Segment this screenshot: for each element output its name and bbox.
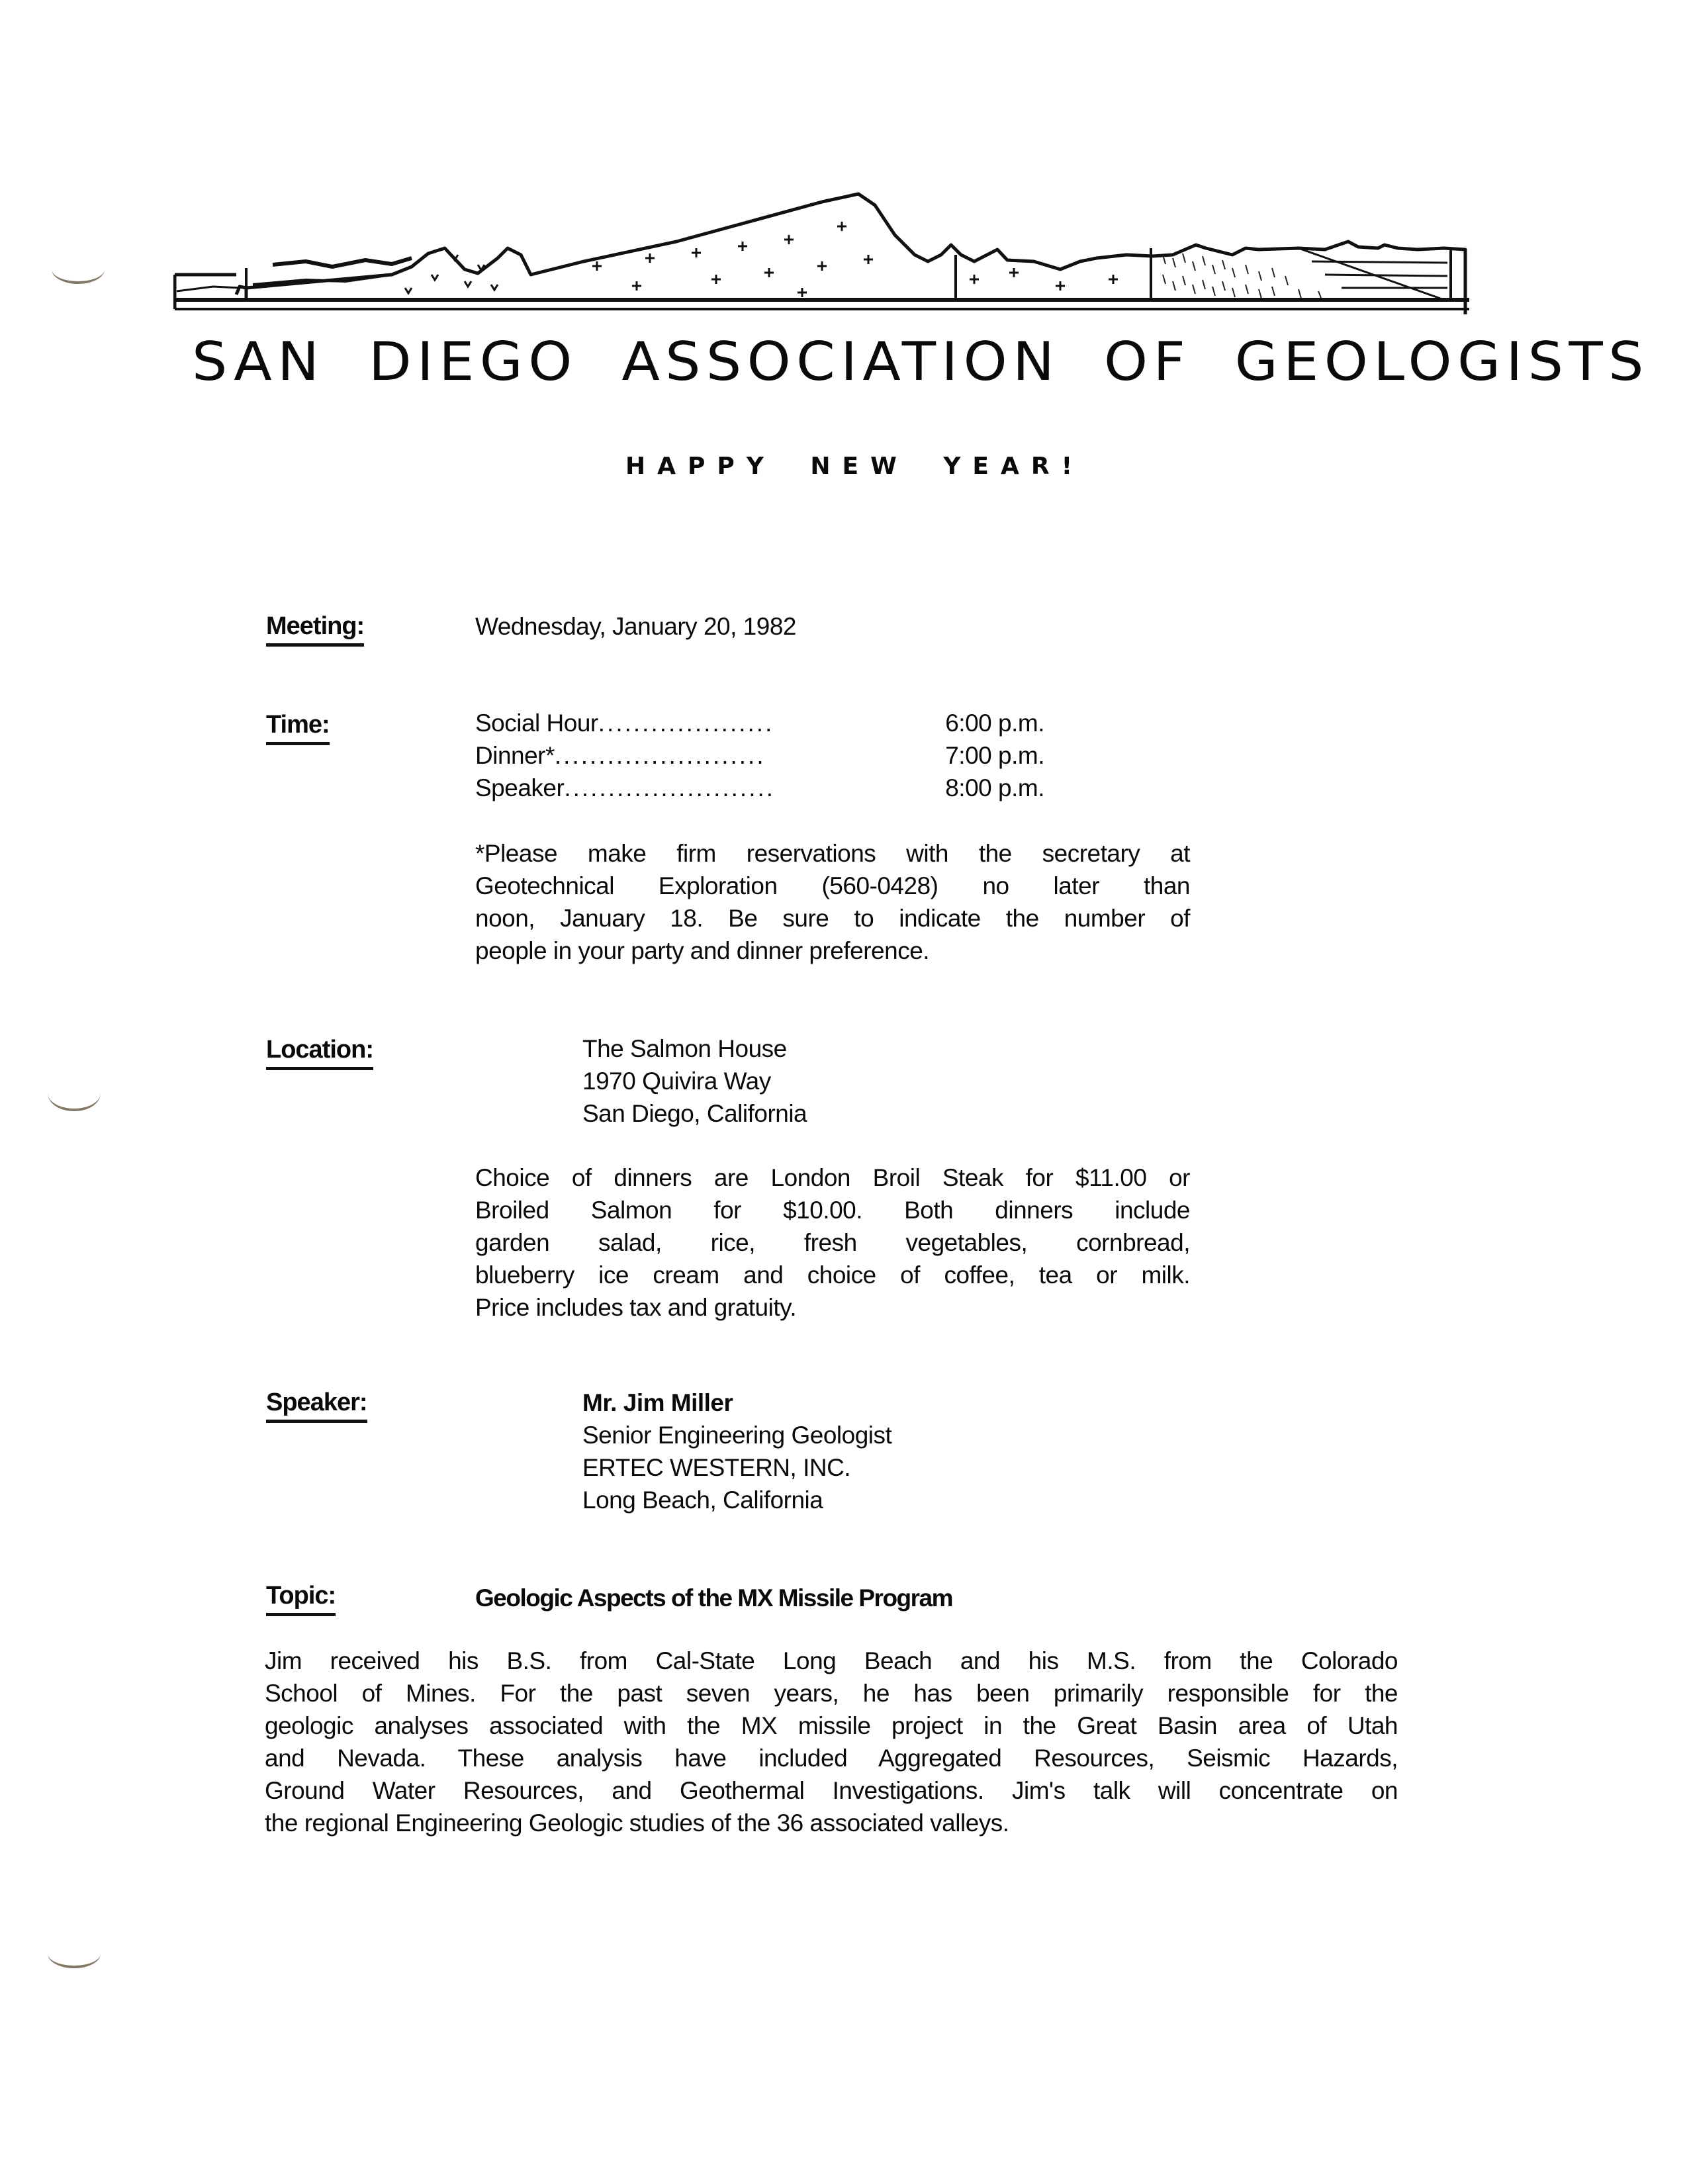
speaker-company: ERTEC WESTERN, INC.	[582, 1454, 851, 1481]
bio-line: the regional Engineering Geologic studies of the 36 associated valleys.	[265, 1809, 1009, 1837]
menu-line: Choice of dinners are London Broil Steak for $11.00 or	[475, 1164, 1190, 1191]
schedule-event: Dinner*	[475, 742, 555, 769]
bio-line: Ground Water Resources, and Geothermal Investigations. Jim's talk will concentrate on	[265, 1777, 1398, 1804]
time-label: Time:	[266, 711, 330, 745]
note-line: Geotechnical Exploration (560-0428) no later than	[475, 872, 1190, 899]
greeting-heading: HAPPY NEW YEAR!	[625, 453, 1084, 480]
binder-hole-mark	[52, 255, 105, 284]
schedule-list	[475, 707, 1044, 804]
meeting-date: Wednesday, January 20, 1982	[475, 613, 796, 640]
speaker-city: Long Beach, California	[582, 1486, 823, 1514]
schedule-row	[475, 707, 1044, 739]
reservation-note	[475, 837, 1190, 967]
speaker-label: Speaker:	[266, 1388, 367, 1423]
speaker-title: Senior Engineering Geologist	[582, 1422, 892, 1449]
menu-line: garden salad, rice, fresh vegetables, cornbread,	[475, 1229, 1190, 1256]
venue-name: The Salmon House	[582, 1035, 787, 1062]
schedule-time: 7:00 p.m.	[945, 742, 1044, 769]
note-line: people in your party and dinner preference.	[475, 937, 930, 964]
bio-line: geologic analyses associated with the MX missile project in the Great Basin area of Utah	[265, 1712, 1398, 1739]
bio-line: School of Mines. For the past seven years, he has been primarily responsible for the	[265, 1680, 1398, 1707]
speaker-name: Mr. Jim Miller	[582, 1389, 733, 1416]
schedule-leader: ....................	[598, 709, 774, 737]
menu-line: Broiled Salmon for $10.00. Both dinners include	[475, 1197, 1190, 1224]
binder-hole-mark	[48, 1075, 101, 1111]
schedule-event: Social Hour	[475, 709, 598, 737]
geologic-cross-section-logo	[173, 182, 1471, 314]
schedule-leader: ........................	[554, 742, 766, 769]
topic-label: Topic:	[266, 1582, 336, 1616]
venue-address	[582, 1032, 807, 1130]
organization-name: SAN DIEGO ASSOCIATION OF GEOLOGISTS	[192, 331, 1649, 392]
location-label: Location:	[266, 1036, 373, 1070]
speaker-bio	[265, 1645, 1398, 1839]
menu-line: Price includes tax and gratuity.	[475, 1294, 797, 1321]
schedule-row	[475, 772, 1044, 804]
schedule-time: 8:00 p.m.	[945, 774, 1044, 801]
bio-line: Jim received his B.S. from Cal-State Long Beach and his M.S. from the Colorado	[265, 1647, 1398, 1674]
bio-line: and Nevada. These analysis have included Aggregated Resources, Seismic Hazards,	[265, 1745, 1398, 1772]
topic-title: Geologic Aspects of the MX Missile Program	[475, 1584, 953, 1612]
schedule-time: 6:00 p.m.	[945, 709, 1044, 737]
note-line: noon, January 18. Be sure to indicate the number of	[475, 905, 1190, 932]
schedule-row	[475, 739, 1044, 772]
meeting-label: Meeting:	[266, 612, 364, 647]
menu-line: blueberry ice cream and choice of coffee, tea or milk.	[475, 1261, 1190, 1289]
schedule-event: Speaker	[475, 774, 565, 801]
dinner-menu	[475, 1161, 1190, 1324]
note-line: *Please make firm reservations with the secretary at	[475, 840, 1190, 867]
venue-street: 1970 Quivira Way	[582, 1068, 771, 1095]
binder-hole-mark	[48, 1939, 101, 1968]
speaker-info	[582, 1387, 891, 1516]
schedule-leader: ........................	[564, 774, 776, 801]
venue-city: San Diego, California	[582, 1100, 807, 1127]
